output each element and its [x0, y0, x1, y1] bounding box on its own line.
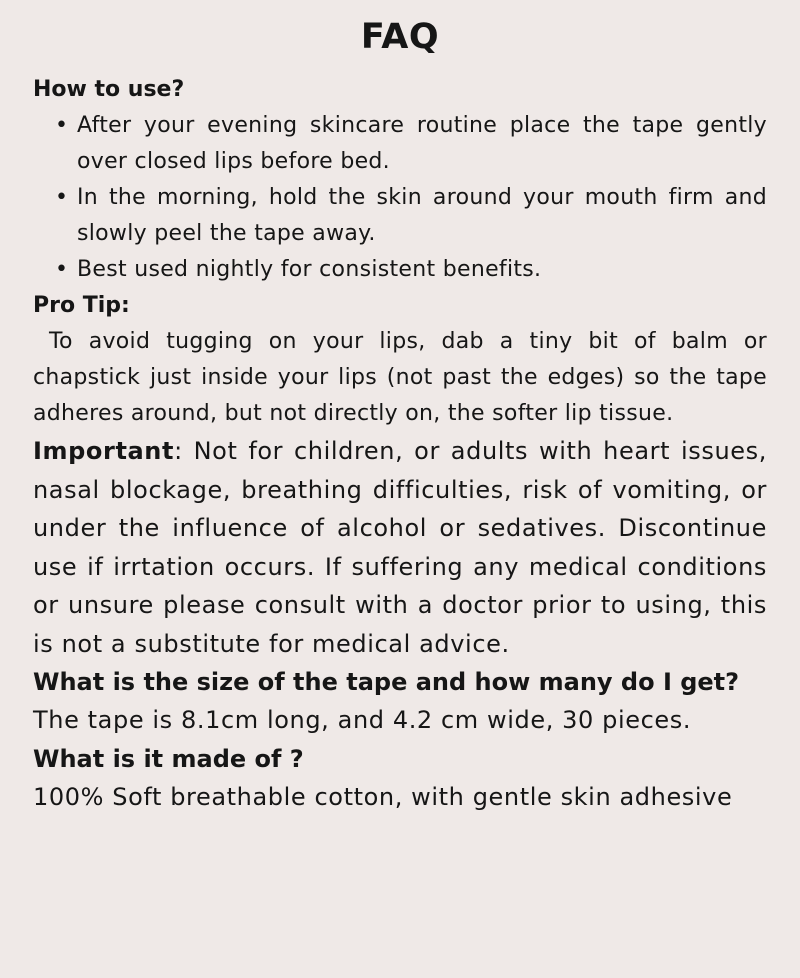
- size-section: [33, 663, 767, 740]
- pro-tip-section: [33, 288, 767, 432]
- list-item: [33, 180, 767, 252]
- page-title: FAQ: [360, 17, 440, 57]
- important-label: Important: [33, 437, 175, 465]
- how-to-use-heading: How to use?: [33, 77, 185, 102]
- important-section: [33, 432, 767, 663]
- material-section: [33, 740, 767, 817]
- bullet-icon: •: [55, 113, 69, 138]
- important-body: : Not for children, or adults with heart issues, nasal blockage, breathing difficulties, risk of vomiting, or under the influence of alcohol or sedatives. Discontinue use if irrtation occurs. If suffering any medical conditions or unsure please consult with a doctor prior to using, this is not a substitute for medical advice.: [33, 437, 767, 658]
- pro-tip-heading: Pro Tip:: [33, 293, 130, 318]
- material-question: What is it made of ?: [33, 744, 304, 773]
- pro-tip-text: [33, 324, 767, 432]
- how-to-use-section: [33, 72, 767, 288]
- size-question: What is the size of the tape and how many do I get?: [33, 668, 740, 696]
- size-answer: The tape is 8.1cm long, and 4.2 cm wide, 30 pieces.: [33, 706, 692, 734]
- list-item: [33, 252, 767, 288]
- material-answer: 100% Soft breathable cotton, with gentle skin adhesive: [33, 782, 733, 811]
- bullet-icon: •: [55, 257, 69, 282]
- step-text: After your evening skincare routine place the tape gently over closed lips before bed.: [77, 113, 767, 174]
- pro-tip-body: To avoid tugging on your lips, dab a tiny bit of balm or chapstick just inside your lips (not past the edges) so the tape adheres around, but not directly on, the softer lip tissue.: [33, 329, 767, 426]
- how-to-use-list: [33, 108, 767, 288]
- step-text: In the morning, hold the skin around your mouth firm and slowly peel the tape away.: [77, 185, 767, 246]
- important-text: [33, 432, 767, 663]
- list-item: [33, 108, 767, 180]
- faq-page: [33, 0, 767, 816]
- step-text: Best used nightly for consistent benefits.: [77, 257, 542, 282]
- bullet-icon: •: [55, 185, 69, 210]
